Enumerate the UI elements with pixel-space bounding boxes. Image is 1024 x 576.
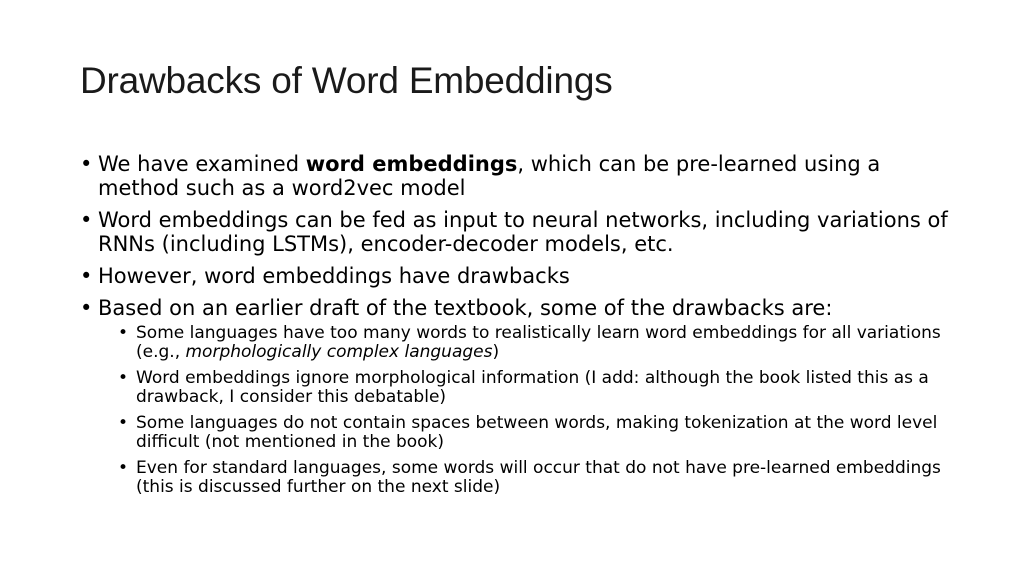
sub-bullet-item-1 bbox=[118, 324, 960, 362]
bullet-text-1-pre: We have examined bbox=[98, 152, 306, 176]
bullet-text-1-bold: word embeddings bbox=[305, 152, 518, 176]
bullet-item-2 bbox=[80, 208, 960, 256]
sub-bullet-text-4: Even for standard languages, some words will occur that do not have pre-learned embeddings (this is discussed further on the next slide) bbox=[136, 458, 941, 497]
slide-body bbox=[80, 152, 960, 505]
sub-bullet-text-1-post: ) bbox=[492, 342, 500, 362]
sub-bullet-item-2 bbox=[118, 369, 960, 407]
bullet-glyph: • bbox=[80, 208, 93, 232]
slide-title: Drawbacks of Word Embeddings bbox=[80, 60, 613, 101]
bullet-text-3: However, word embeddings have drawbacks bbox=[98, 264, 570, 288]
sub-bullet-item-3 bbox=[118, 414, 960, 452]
sub-bullet-text-3: Some languages do not contain spaces between words, making tokenization at the word level difficult (not mentioned in the book) bbox=[136, 413, 938, 452]
bullet-glyph: • bbox=[80, 296, 93, 320]
sub-bullet-glyph: • bbox=[118, 323, 129, 343]
sub-bullet-glyph: • bbox=[118, 368, 129, 388]
sub-bullet-item-4 bbox=[118, 459, 960, 497]
bullet-glyph: • bbox=[80, 264, 93, 288]
bullet-glyph: • bbox=[80, 152, 93, 176]
sub-bullet-text-1-pre: Some languages have too many words to realistically learn word embeddings for all variations (e.g., bbox=[136, 323, 941, 362]
sub-bullet-list bbox=[118, 324, 960, 497]
sub-bullet-glyph: • bbox=[118, 413, 129, 433]
bullet-text-4: Based on an earlier draft of the textbook, some of the drawbacks are: bbox=[98, 296, 833, 320]
bullet-item-1 bbox=[80, 152, 960, 200]
sub-bullet-glyph: • bbox=[118, 458, 129, 478]
sub-bullet-text-1-italic: morphologically complex languages bbox=[185, 342, 493, 362]
bullet-item-3 bbox=[80, 264, 960, 288]
bullet-text-2: Word embeddings can be fed as input to neural networks, including variations of RNNs (including LSTMs), encoder-decoder models, etc. bbox=[98, 208, 948, 256]
bullet-item-4 bbox=[80, 296, 960, 497]
bullet-list bbox=[80, 152, 960, 497]
sub-bullet-text-2: Word embeddings ignore morphological information (I add: although the book listed this as a drawback, I consider this debatable) bbox=[136, 368, 929, 407]
bullet-text-1-post: , which can be pre-learned using a method such as a word2vec model bbox=[98, 152, 881, 200]
